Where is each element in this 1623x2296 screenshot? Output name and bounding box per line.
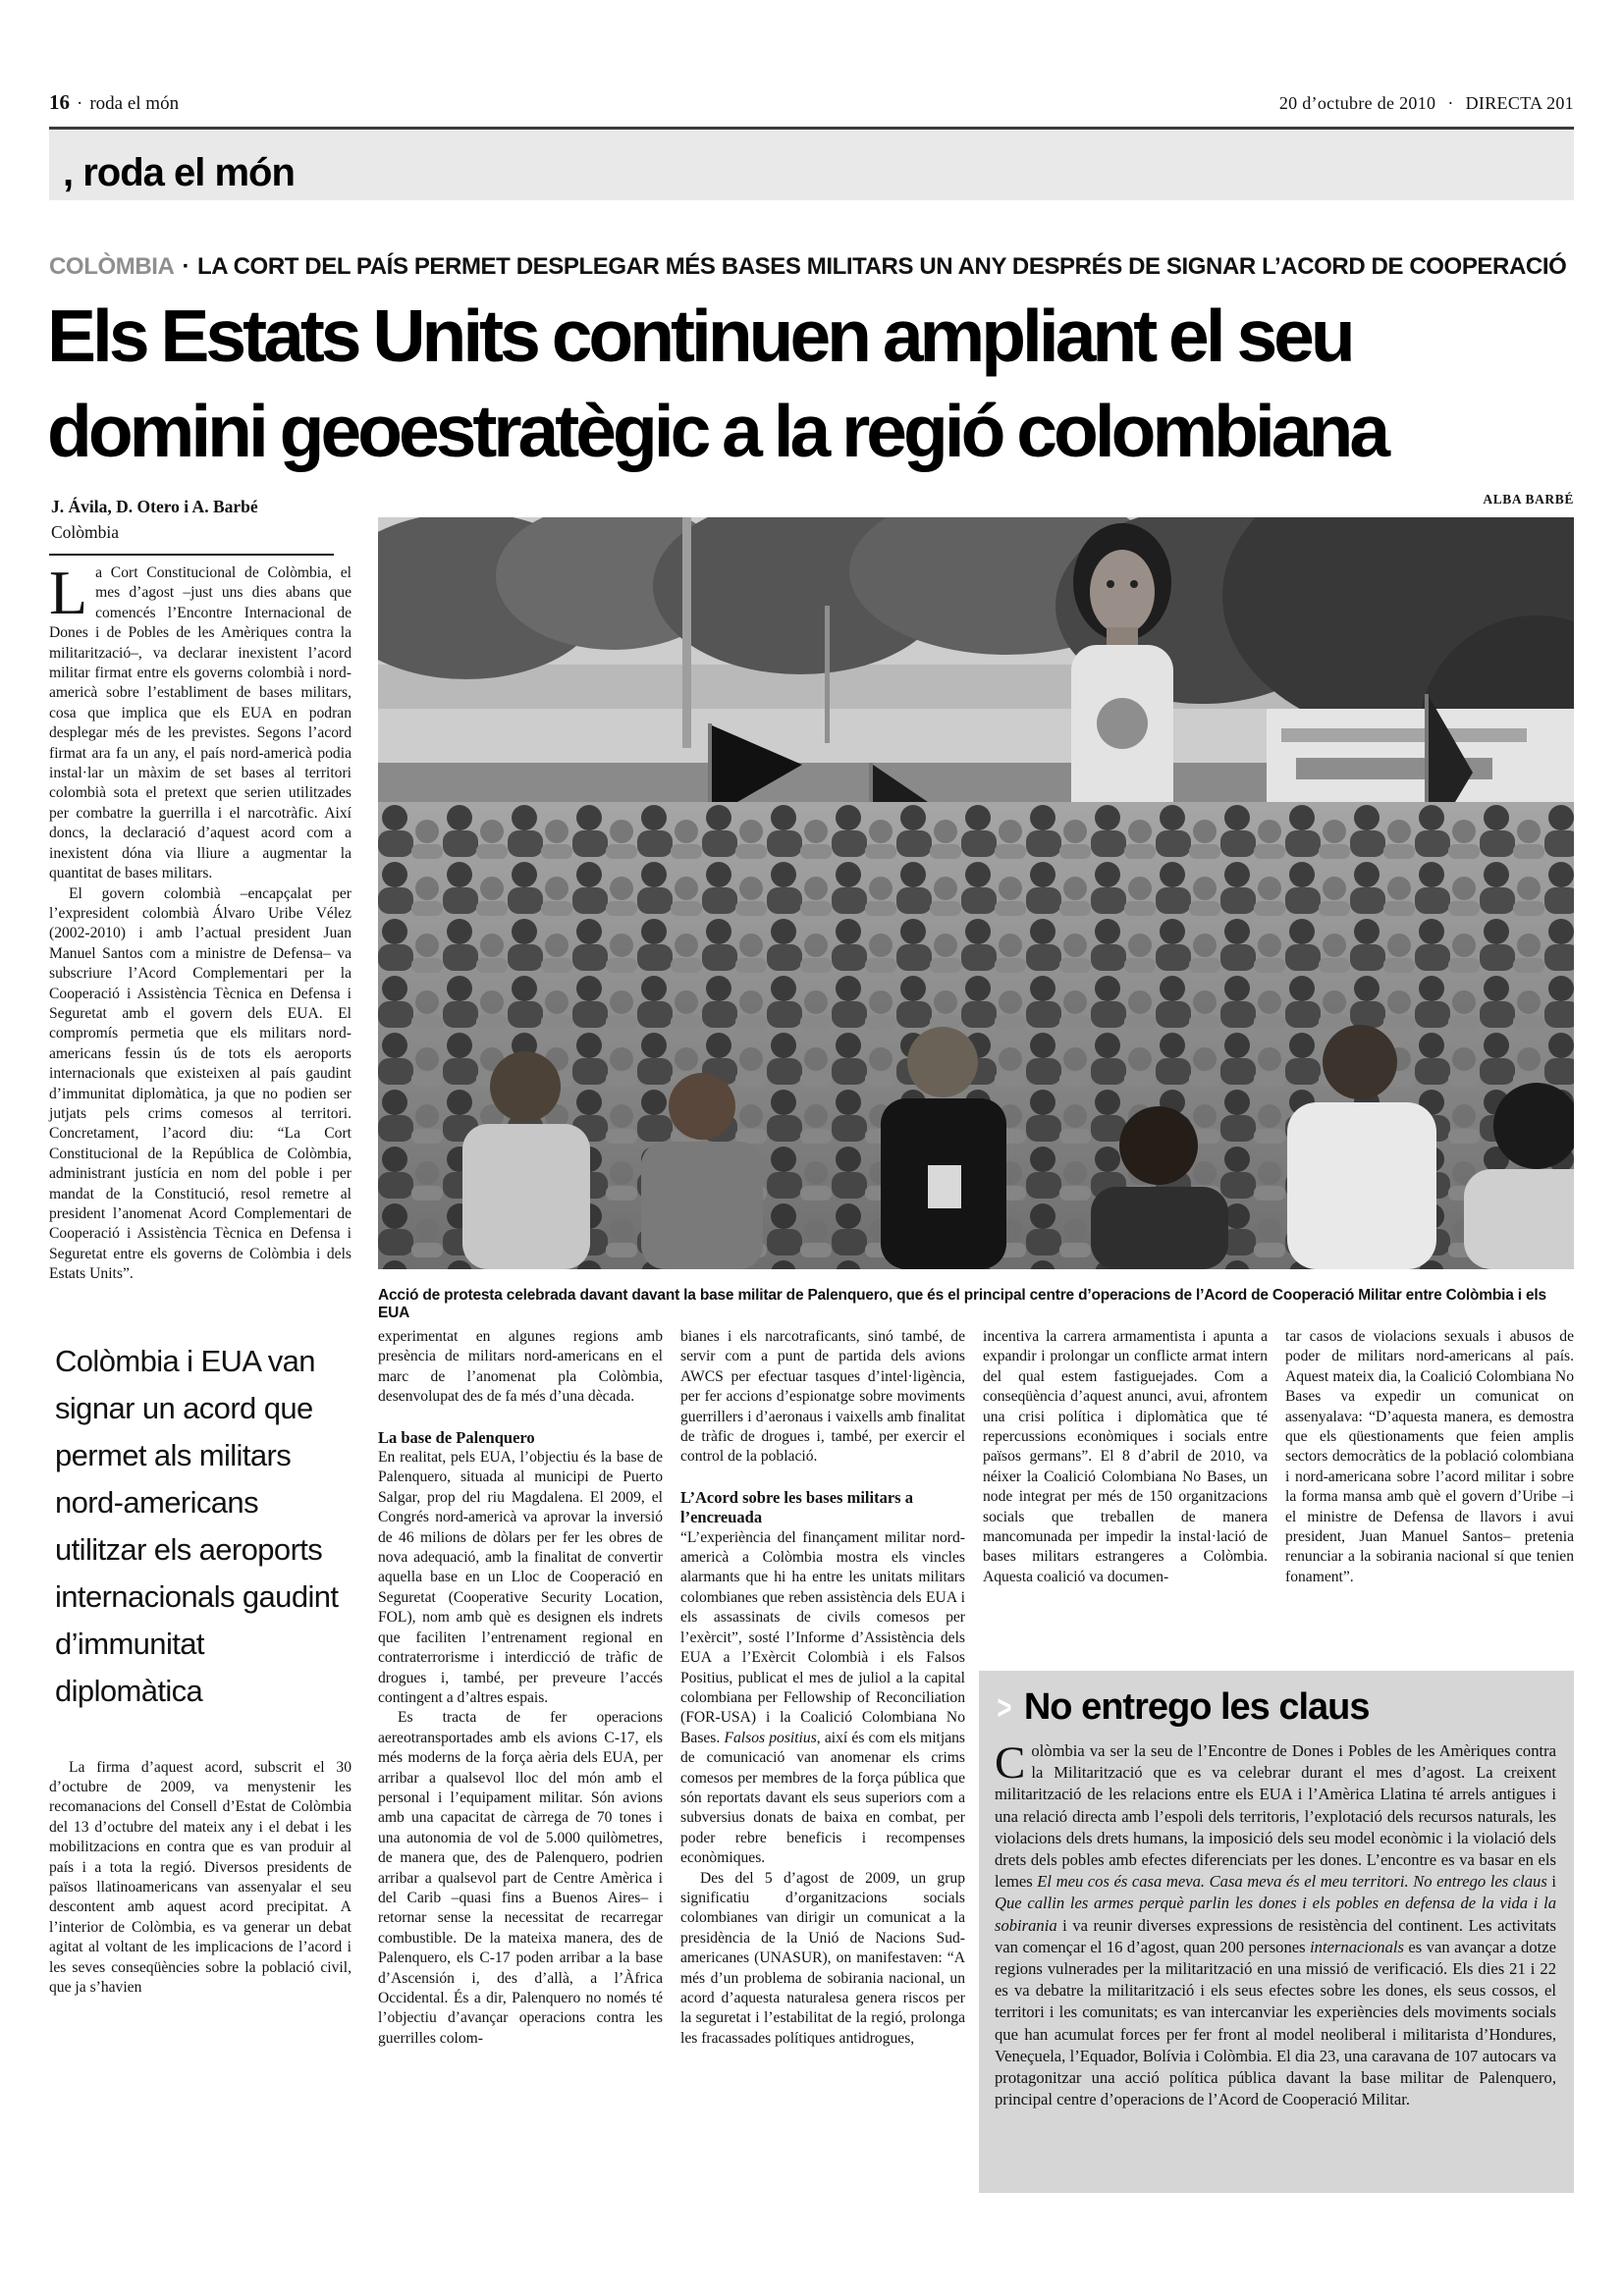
photo-caption: Acció de protesta celebrada davant davant la base militar de Palenquero, que és el principal centre d’operacions de l’Acord de Cooperació Militar entre Colòmbia i els EUA (378, 1287, 1546, 1321)
masthead (49, 90, 1574, 115)
paragraph: Es tracta de fer operacions aereotransportades amb els avions C-17, els més moderns de la força aèria dels EUA, per arribar a qualsevol lloc del món amb el personal i l’equipament militar. Són avions amb una capacitat de càrrega de 70 tones i una autonomia de vol de 5.000 quilòmetres, de manera que, des de Palenquero, podrien arribar a qualsevol part de Centre Amèrica i del Carib –quasi fins a Buenos Aires– i retornar sense la necessitat de recarregar combustible. De la mateixa manera, des de Palenquero, els C-17 poden arribar a la base d’Ascensión i, des d’allà, a l’Àfrica Occidental. És a dir, Palenquero no només té l’objectiu d’avançar operacions contra les guerrilles colom- (378, 1709, 663, 2047)
sidebar-box-title-row (995, 1686, 1556, 1729)
paragraph: En realitat, pels EUA, l’objectiu és la base de Palenquero, situada al municipi de Puerto Salgar, prop del riu Magdalena. El 2009, el Congrés nord-americà va aprovar la inversió de 46 milions de dòlars per fer les obres de nova adequació, amb la finalitat de convertir aquella base en un Lloc de Cooperació en Seguretat (Cooperative Security Location, FOL), nom amb què es designen els indrets que faciliten l’entrenament regional en contraterrorisme i interdicció de tràfic de drogues i, també, per preveure l’accés contingent a d’altres espais. (378, 1449, 663, 1706)
byline-block (51, 497, 346, 543)
sidebar-box-text: olòmbia va ser la seu de l’Encontre de Dones i Pobles de les Amèriques contra la Militarització que es va celebrar durant el mes d’agost. La creixent militarització de les relacions entre els EUA i l’Amèrica Llatina té arrels antigues i una relació directa amb l’espoli dels territoris, l’explotació dels recursos naturals, les violacions dels drets humans, la imposició dels seu model econòmic i la violació dels drets dels pobles amb efectes diferenciats per les dones. L’encontre es va basar en els lemes El meu cos és casa meva. Casa meva és el meu territori. No entrego les claus i Que callin les armes perquè parlin les dones i els pobles en defensa de la vida i la sobirania i va reunir diverses expressions de resistència del continent. Les activitats van començar el 16 d’agost, quan 200 persones internacionals es van avançar a dotze regions vulnerades per la militarització en una missió de verificació. Els dies 21 i 22 es va debatre la militarització i els seus efectes sobre les dones, els seus cossos, el territori i les comunitats; es van intercanviar les experiències dels moviments socials que han acumulat forces per fer front al model neoliberal i militarista d’Hondures, Veneçuela, l’Equador, Bolívia i Colòmbia. El dia 23, una caravana de 107 autocars va protagonitzar una acció política pública davant la base militar de Palenquero, principal centre d’operacions de l’Acord de Cooperació Militar. (995, 1741, 1557, 2109)
photo-banner (1267, 709, 1574, 802)
chevron-right-icon: > (997, 1689, 1012, 1727)
paragraph: Des del 5 d’agost de 2009, un grup significatiu d’organitzacions socials colombianes van dirigir un comunicat a la presidència de la Unió de Nacions Sud-americanes (UNASUR), on manifestaven: “A més d’un problema de sobirania nacional, un acord d’aquesta naturalesa genera riscos per la seguretat i l’estabilitat de la regió, prolonga les fracassades polítiques antidrogues, (680, 1869, 965, 2047)
masthead-issue: DIRECTA 201 (1465, 93, 1574, 113)
headline: Els Estats Units continuen ampliant el seu domini geoestratègic a la regió colombiana (47, 294, 1387, 472)
masthead-date: 20 d’octubre de 2010 (1278, 93, 1436, 113)
masthead-left (49, 90, 179, 115)
dropcap-letter: L (49, 558, 88, 627)
paragraph-text: a Cort Constitucional de Colòmbia, el mes d’agost –just uns dies abans que comencés l’Encontre Internacional de Dones i de Pobles de les Amèriques contra la militarització–, va declarar inexistent l’acord militar firmat entre els governs colombià i nord-americà sobre l’establiment de bases militars, cosa que implica que els EUA en podran desplegar més de les previstes. Segons l’acord firmat ara fa un any, el país nord-americà podia instal·lar un màxim de set bases al territori colombià sota el pretext que serien utilitzades per combatre la guerrilla i el narcotràfic. Així doncs, la declaració d’aquest acord com a inexistent dóna via lliure a augmentar la quantitat de bases militars. (49, 564, 352, 882)
sidebar-box-title: No entrego les claus (1023, 1686, 1370, 1728)
byline: J. Ávila, D. Otero i A. Barbé (51, 497, 258, 516)
paragraph: experimentat en algunes regions amb presència de militars nord-americans en el marc de l’anomenat pla Colòmbia, desenvolupat des de fa més d’una dècada. (378, 1328, 663, 1406)
paragraph: El govern colombià –encapçalat per l’expresident colombià Álvaro Uribe Vélez (2002-2010) i amb l’actual president Juan Manuel Santos com a ministre de Defensa– va subscriure l’Acord Complementari per la Cooperació i Assistència Tècnica en Defensa i Seguretat amb el govern dels EUA. El compromís permetia que els militars nord-americans fessin ús de tots els aeroports internacionals que existeixen al país gaudint d’immunitat diplomàtica, ja que no podien ser jutjats pels crims comesos al territori. Concretament, l’acord diu: “La Cort Constitucional de la República de Colòmbia, administrant justícia en nom del poble i per mandat de la Constitució, resol remetre al president l’anomenat Acord Complementari de Cooperació i Assistència Tècnica en Defensa i Seguretat entre els governs de Colòmbia i dels Estats Units”. (49, 884, 352, 1283)
dateline: Colòmbia (51, 522, 120, 542)
subhead-acord-bases: L’Acord sobre les bases militars a l’encreuada (680, 1487, 913, 1527)
paragraph: La firma d’aquest acord, subscrit el 30 d’octubre de 2009, va menystenir les recomanacions del Consell d’Estat de Colòmbia del 13 d’octubre del mateix any i el debat i les mobilitzacions en contra que es van produir al país i a tota la regió. Diversos presidents de països llatinoamericans van assenyalar el seu descontent amb aquest acord precipitat. A l’interior de Colòmbia, es va generar un debat agitat al voltant de les implicacions de l’acord i les seves conseqüències sobre la població civil, que ja s’havien (49, 1758, 352, 1997)
article-column-3 (680, 1327, 965, 2049)
kicker-text: LA CORT DEL PAÍS PERMET DESPLEGAR MÉS BASES MILITARS UN ANY DESPRÉS DE SIGNAR L’ACORD DE COOPERACIÓ (197, 253, 1567, 280)
paragraph: tar casos de violacions sexuals i abusos de poder de militars nord-americans al país. Aquest mateix dia, la Coalició Colombiana No Bases va expedir un comunicat on assenyalava: “D’aquesta manera, es demostra que els qüestionaments que feien amplis sectors democràtics de la població colombiana i nord-americana sobre l’acord militar i sobre la forma mansa amb què el govern d’Uribe –i el ministre de Defensa de llavors i avui president, Juan Manuel Santos– pretenia renunciar a la sobirania nacional sí que tenien fonament”. (1285, 1328, 1574, 1585)
section-bar-title: , roda el món (63, 151, 295, 194)
photo-crowd (378, 802, 1574, 1269)
kicker (49, 253, 1574, 281)
section-bar (49, 130, 1574, 200)
article-column-1 (49, 558, 352, 1999)
byline-rule (49, 554, 334, 556)
sidebar-box-body (995, 1737, 1557, 2110)
pull-quote: Colòmbia i EUA van signar un acord que permet als militars nord-americans utilitzar els aeroports internacionals gaudint d’immunitat diplomàtica (55, 1343, 339, 1708)
protest-photo (378, 517, 1574, 1269)
paragraph (49, 558, 352, 884)
kicker-separator: · (182, 253, 190, 280)
masthead-separator: · (1447, 93, 1454, 113)
masthead-section: roda el món (89, 93, 180, 114)
kicker-location: COLÒMBIA (49, 253, 175, 280)
sidebar-box (979, 1671, 1574, 2193)
dropcap-letter: C (995, 1737, 1026, 1789)
masthead-right (1279, 93, 1574, 114)
paragraph: “L’experiència del finançament militar nord-americà a Colòmbia mostra els vincles alarmants que hi ha entre les unitats militars colombianes que reben assistència dels EUA i els assassinats de civils comesos per l’exèrcit”, sosté l’Informe d’Assistència dels EUA a l’Exèrcit Colombià i els Falsos Positius, publicat el mes de juliol a la capital colombiana per Fellowship of Reconciliation (FOR-USA) i la Coalició Colombiana No Bases. Falsos positius, així és com els mitjans de comunicació van anomenar els crims comesos per membres de la força pública que són reportats davant els seus superiors com a subversius donats de baixa en combat, per poder rebre beneficis i recompenses econòmiques. (680, 1528, 965, 1867)
photo-credit: ALBA BARBÉ (1483, 492, 1574, 507)
article-column-2 (378, 1327, 663, 2049)
protest-photo-illustration (378, 517, 1574, 1269)
article-column-4 (983, 1327, 1268, 1587)
subhead-palenquero: La base de Palenquero (378, 1427, 535, 1447)
masthead-separator: · (77, 93, 83, 114)
article-column-5 (1285, 1327, 1574, 1587)
page-number: 16 (49, 90, 70, 114)
paragraph: incentiva la carrera armamentista i apunta a expandir i prolongar un conflicte armat intern del qual estem fastiguejades. Com a conseqüència d’aquest anunci, avui, afrontem una crisi política i diplomàtica que té repercussions econòmiques i socials entre països germans”. El 8 d’abril de 2010, va néixer la Coalició Colombiana No Bases, un node integrat per més de 150 organitzacions socials que treballen de manera mancomunada per impedir la instal·lació de bases militars estrangeres a Colòmbia. Aquesta coalició va documen- (983, 1328, 1268, 1585)
paragraph: bianes i els narcotraficants, sinó també, de servir com a punt de partida dels avions AWCS per efectuar tasques d’intel·ligència, per fer accions d’espionatge sobre moviments guerrillers i d’aeronaus i vaixells amb finalitat de tràfic de drogues i, també, per exercir el control de la població. (680, 1328, 965, 1466)
